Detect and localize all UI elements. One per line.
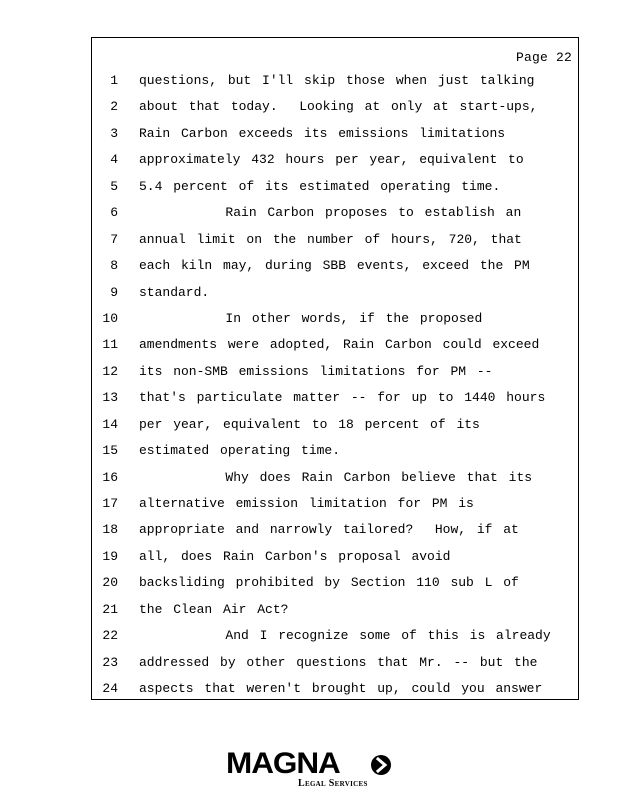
line-text: In other words, if the proposed	[139, 310, 483, 326]
line-number: 24	[102, 681, 118, 697]
line-number: 14	[102, 416, 118, 432]
line-text: questions, but I'll skip those when just talking	[139, 73, 535, 88]
line-number: 19	[102, 548, 118, 564]
line-text: Rain Carbon proposes to establish an	[139, 205, 522, 221]
transcript-line	[92, 71, 578, 97]
line-number: 20	[102, 575, 118, 591]
line-number: 5	[110, 178, 118, 194]
line-text: 5.4 percent of its estimated operating time.	[139, 178, 501, 194]
transcript-line	[92, 362, 578, 388]
line-number: 7	[110, 231, 118, 247]
line-text: that's particulate matter -- for up to 1440 hours	[139, 390, 546, 406]
transcript-line	[92, 388, 578, 414]
transcript-line	[92, 309, 578, 335]
transcript-line	[92, 600, 578, 626]
line-number: 4	[110, 152, 118, 168]
magna-logo	[226, 748, 406, 794]
transcript-line	[92, 256, 578, 282]
line-number: 9	[110, 284, 118, 300]
transcript-line	[92, 441, 578, 467]
transcript-line	[92, 679, 578, 705]
page-number: Page 22	[515, 50, 572, 65]
line-text: each kiln may, during SBB events, exceed the PM	[139, 258, 530, 274]
line-number: 6	[110, 205, 118, 221]
transcript-line	[92, 335, 578, 361]
line-text: addressed by other questions that Mr. -- but the	[139, 654, 538, 670]
line-text: standard.	[139, 284, 210, 300]
transcript-page	[91, 37, 579, 700]
transcript-line	[92, 230, 578, 256]
transcript-line	[92, 653, 578, 679]
line-number: 2	[110, 99, 118, 115]
transcript-lines	[92, 71, 578, 706]
transcript-line	[92, 468, 578, 494]
transcript-line	[92, 150, 578, 176]
line-number: 22	[102, 628, 118, 644]
line-number: 13	[102, 390, 118, 406]
line-text: amendments were adopted, Rain Carbon could exceed	[139, 337, 540, 353]
transcript-line	[92, 494, 578, 520]
transcript-line	[92, 124, 578, 150]
line-text: about that today. Looking at only at start-ups,	[139, 99, 538, 115]
line-text: all, does Rain Carbon's proposal avoid	[139, 548, 451, 564]
line-text: Why does Rain Carbon believe that its	[139, 469, 533, 485]
line-number: 17	[102, 496, 118, 511]
line-text: alternative emission limitation for PM is	[139, 496, 474, 511]
line-number: 18	[102, 522, 118, 538]
line-text: aspects that weren't brought up, could you answer	[139, 681, 543, 697]
line-number: 15	[102, 443, 118, 459]
logo-wordmark: MAGNA	[226, 747, 340, 780]
line-text: Rain Carbon exceeds its emissions limitations	[139, 125, 506, 141]
line-text: approximately 432 hours per year, equivalent to	[139, 152, 524, 168]
line-text: And I recognize some of this is already	[139, 628, 551, 644]
chevron-right-circle-icon	[370, 754, 392, 776]
transcript-line	[92, 547, 578, 573]
line-text: estimated operating time.	[139, 443, 341, 459]
line-number: 11	[102, 337, 118, 353]
transcript-line	[92, 97, 578, 123]
line-text: backsliding prohibited by Section 110 sub L of	[139, 575, 519, 591]
line-number: 10	[102, 310, 118, 326]
line-number: 8	[110, 258, 118, 274]
line-number: 21	[102, 601, 118, 617]
transcript-line	[92, 626, 578, 652]
transcript-line	[92, 283, 578, 309]
transcript-line	[92, 573, 578, 599]
logo-subtitle: Legal Services	[298, 778, 368, 789]
line-text: appropriate and narrowly tailored? How, if at	[139, 522, 519, 538]
line-text: the Clean Air Act?	[139, 601, 289, 617]
transcript-line	[92, 177, 578, 203]
line-number: 16	[102, 469, 118, 485]
line-number: 3	[110, 125, 118, 141]
transcript-line	[92, 415, 578, 441]
transcript-line	[92, 203, 578, 229]
line-number: 1	[110, 73, 118, 88]
line-number: 23	[102, 654, 118, 670]
transcript-line	[92, 520, 578, 546]
line-text: annual limit on the number of hours, 720, that	[139, 231, 522, 247]
line-text: per year, equivalent to 18 percent of its	[139, 416, 480, 432]
line-number: 12	[102, 363, 118, 379]
line-text: its non-SMB emissions limitations for PM --	[139, 363, 493, 379]
